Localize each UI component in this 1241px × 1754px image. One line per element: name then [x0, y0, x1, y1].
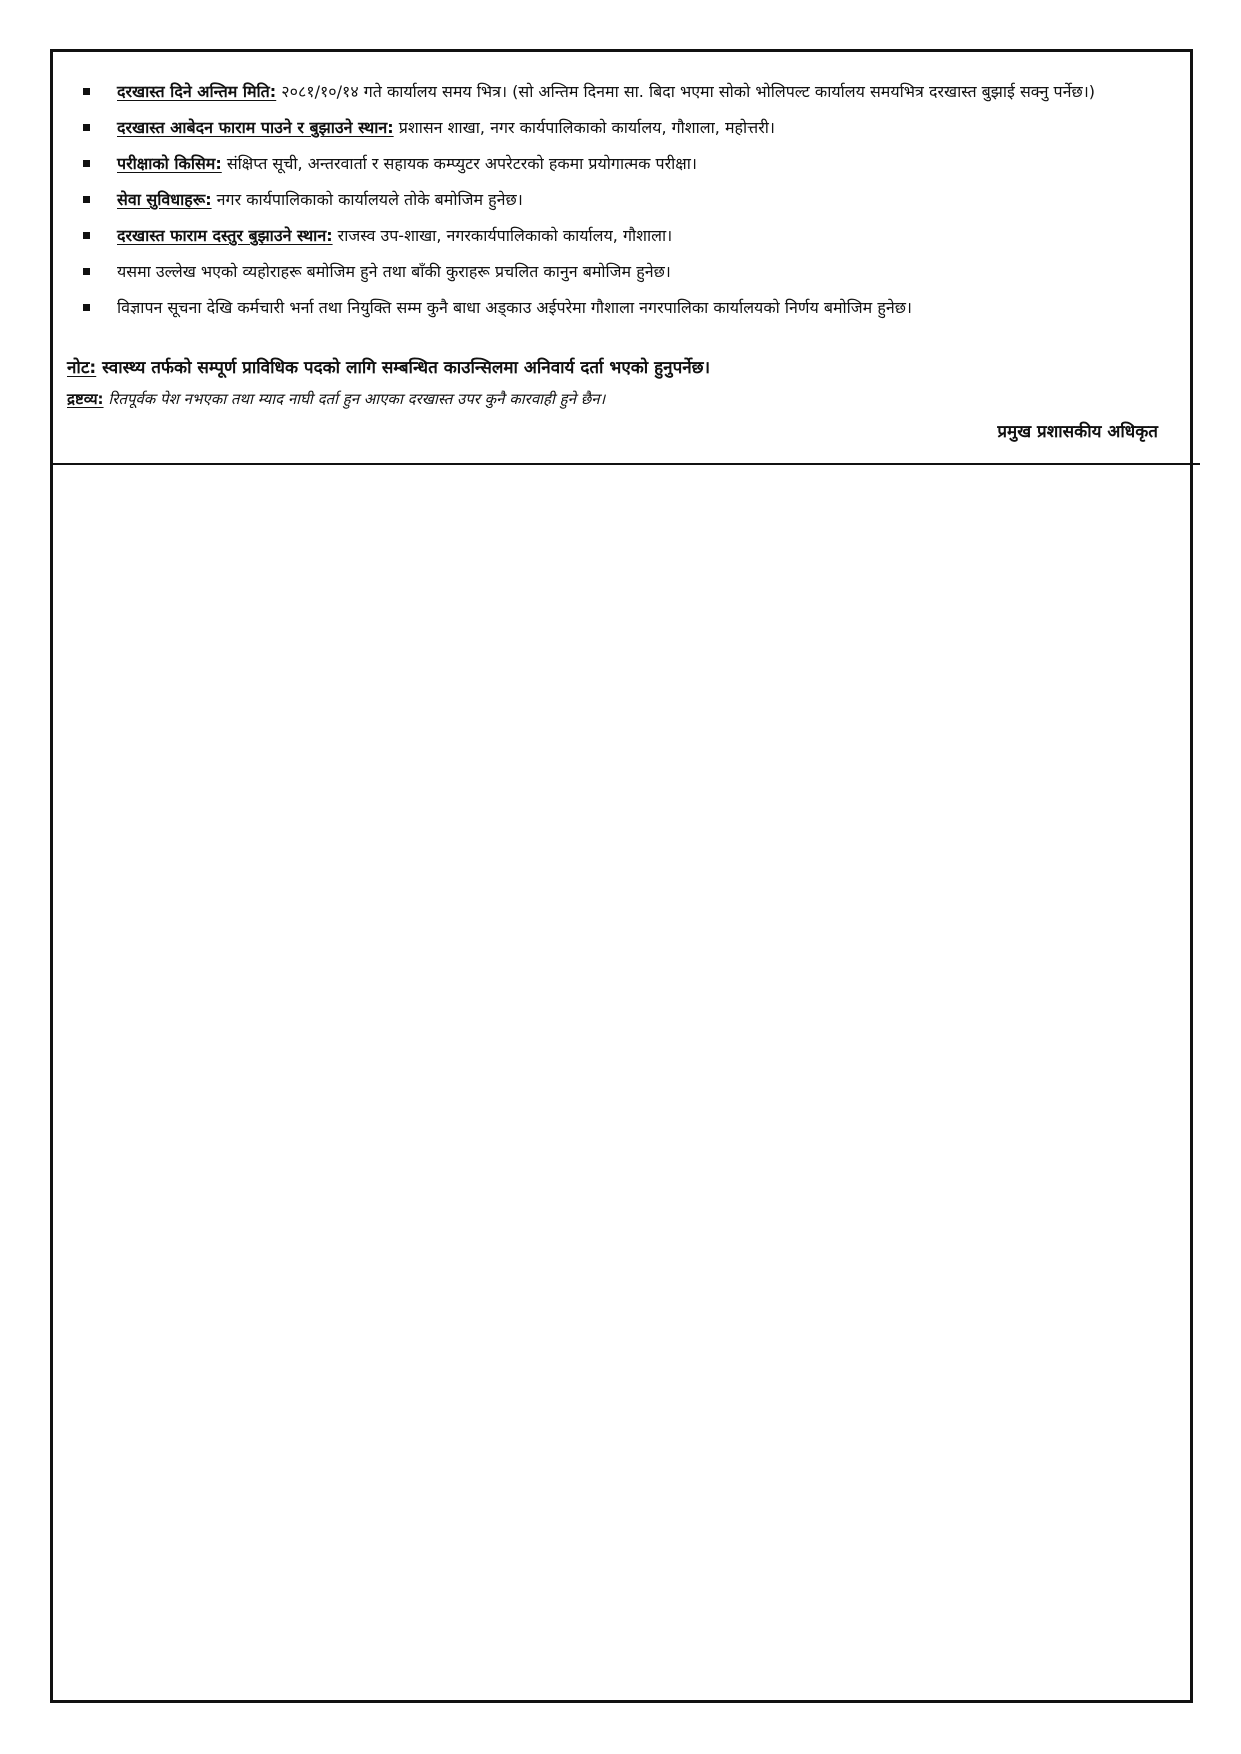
list-item: [81, 222, 1171, 249]
bullet-text: यसमा उल्लेख भएको व्यहोराहरू बमोजिम हुने तथा बाँकी कुराहरू प्रचलित कानुन बमोजिम हुनेछ।: [117, 262, 671, 281]
bullet-text: २०८१/१०/१४ गते कार्यालय समय भित्र। (सो अन्तिम दिनमा सा. बिदा भएमा सोको भोलिपल्ट कार्यालय समयभित्र दरखास्त बुझाई सक्नु पर्नेछ।): [276, 82, 1096, 101]
bullet-text: प्रशासन शाखा, नगर कार्यपालिकाको कार्यालय, गौशाला, महोत्तरी।: [393, 118, 775, 137]
bullet-heading: सेवा सुविधाहरू:: [117, 190, 212, 209]
list-item: [81, 258, 1171, 285]
note-label: नोट:: [67, 358, 97, 378]
list-item: [81, 78, 1171, 105]
bullet-heading: परीक्षाको किसिम:: [117, 154, 222, 173]
square-bullet-icon: [83, 124, 90, 131]
square-bullet-icon: [83, 88, 90, 95]
square-bullet-icon: [83, 232, 90, 239]
square-bullet-icon: [83, 160, 90, 167]
bullet-heading: दरखास्त फाराम दस्तुर बुझाउने स्थान:: [117, 226, 333, 245]
note-text: स्वास्थ्य तर्फको सम्पूर्ण प्राविधिक पदको लागि सम्बन्धित काउन्सिलमा अनिवार्य दर्ता भएको हुनुपर्नेछ।: [96, 358, 711, 378]
bullet-text: संक्षिप्त सूची, अन्तरवार्ता र सहायक कम्प्युटर अपरेटरको हकमा प्रयोगात्मक परीक्षा।: [221, 154, 697, 173]
square-bullet-icon: [83, 304, 90, 311]
bullet-text: नगर कार्यपालिकाको कार्यालयले तोके बमोजिम हुनेछ।: [211, 190, 523, 209]
note-line: [67, 355, 710, 381]
remark-line: [67, 387, 605, 411]
square-bullet-icon: [83, 268, 90, 275]
bullet-text: विज्ञापन सूचना देखि कर्मचारी भर्ना तथा नियुक्ति सम्म कुनै बाधा अड्काउ अईपरेमा गौशाला नगरपालिका कार्यालयको निर्णय बमोजिम हुनेछ।: [117, 298, 912, 317]
square-bullet-icon: [83, 196, 90, 203]
list-item: [81, 114, 1171, 141]
bullet-text: राजस्व उप-शाखा, नगरकार्यपालिकाको कार्यालय, गौशाला।: [332, 226, 673, 245]
bullet-heading: दरखास्त दिने अन्तिम मिति:: [117, 82, 277, 101]
notice-bullet-list: [81, 78, 1171, 330]
remark-label: द्रष्टव्य:: [67, 390, 104, 408]
list-item: [81, 186, 1171, 213]
list-item: [81, 294, 1171, 321]
list-item: [81, 150, 1171, 177]
remark-text: रितपूर्वक पेश नभएका तथा म्याद नाघी दर्ता हुन आएका दरखास्त उपर कुनै कारवाही हुने छैन।: [103, 390, 606, 408]
notice-section: [50, 49, 1200, 465]
signature-title: प्रमुख प्रशासकीय अधिकृत: [997, 422, 1158, 442]
bullet-heading: दरखास्त आबेदन फाराम पाउने र बुझाउने स्थान:: [117, 118, 394, 137]
